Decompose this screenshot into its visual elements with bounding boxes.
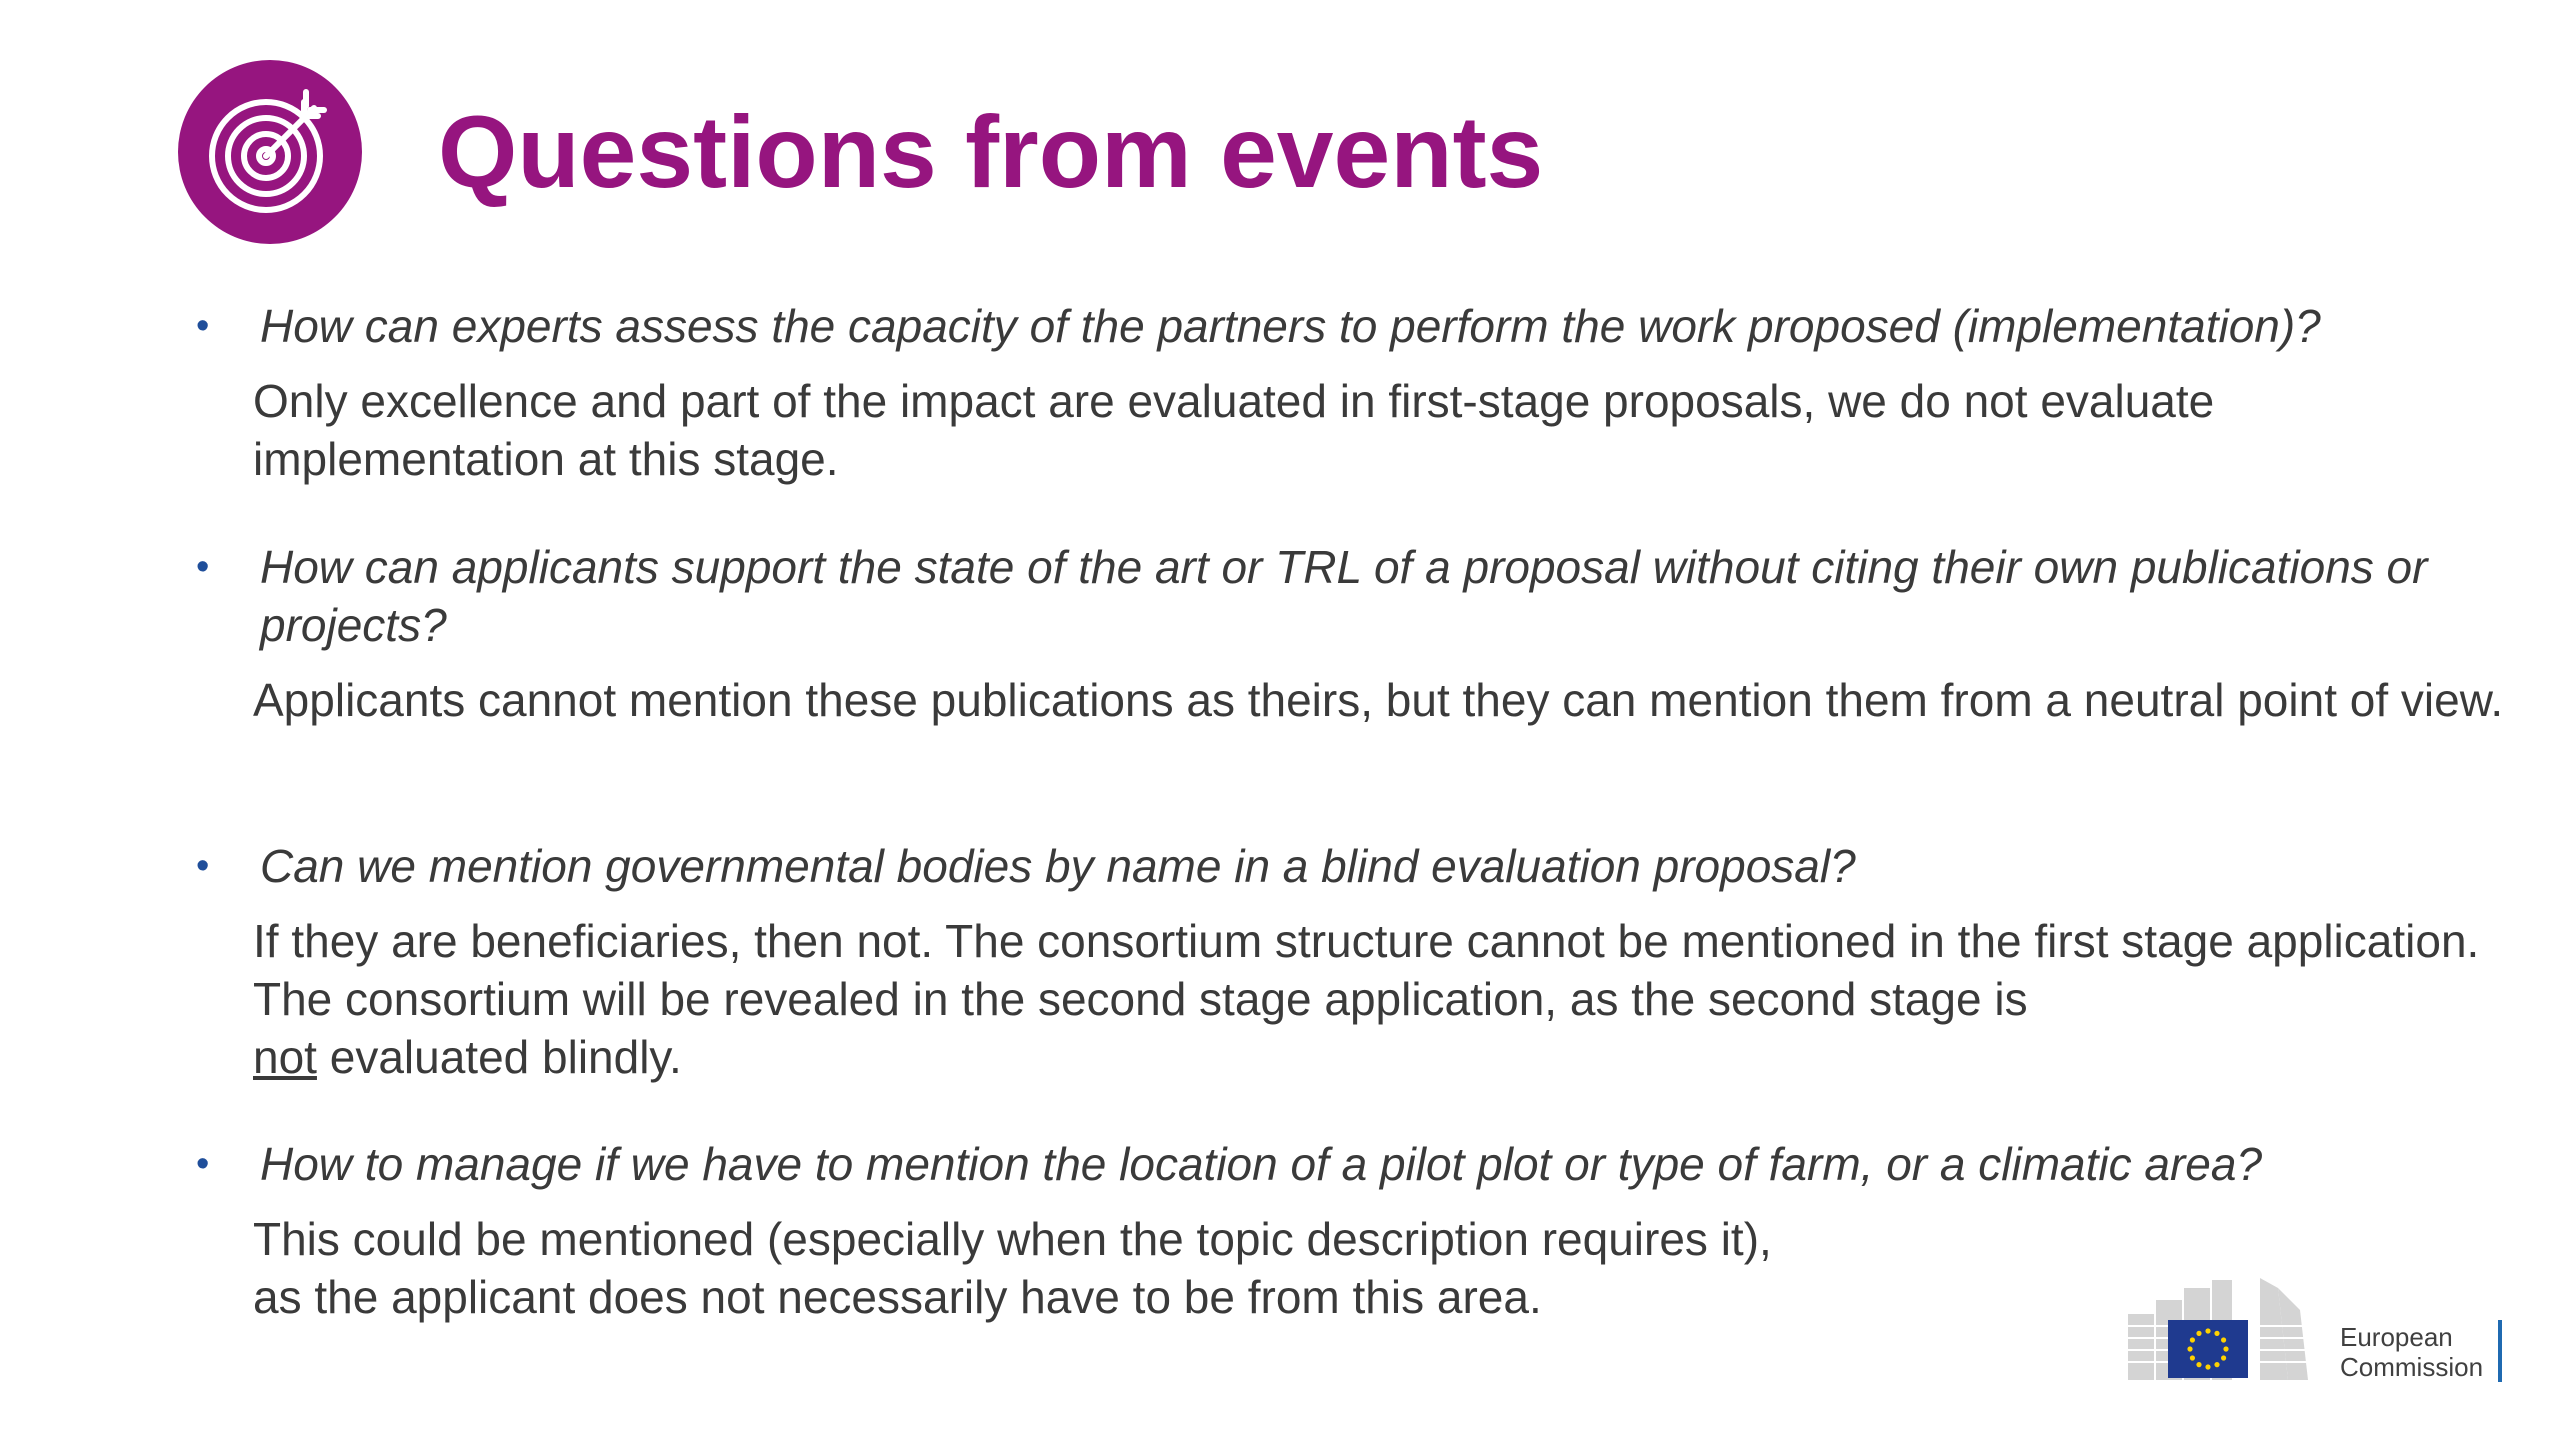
question-text: How to manage if we have to mention the location of a pilot plot or type of farm, or a climatic area? (260, 1138, 2263, 1190)
logo-line-2: Commission (2340, 1352, 2484, 1382)
logo-wordmark (2340, 1322, 2483, 1382)
question-text: Can we mention governmental bodies by name in a blind evaluation proposal? (260, 840, 1856, 892)
bullet-icon: • (196, 1143, 210, 1185)
target-icon (178, 60, 362, 244)
logo-line-1: European (2340, 1322, 2453, 1352)
answer-line-2: as the applicant does not necessarily have to be from this area. (253, 1271, 1542, 1323)
answer-emphasis: not (253, 1031, 317, 1083)
answer-text: Applicants cannot mention these publications as theirs, but they can mention them from a neutral point of view. (253, 674, 2504, 726)
answer-text (253, 912, 2513, 1086)
bullet-icon: • (196, 845, 210, 887)
question-text: How can experts assess the capacity of the partners to perform the work proposed (implementation)? (260, 300, 2321, 352)
european-commission-logo (2128, 1276, 2510, 1386)
eu-flag-icon (2128, 1276, 2338, 1386)
answer-line-1: This could be mentioned (especially when the topic description requires it), (253, 1213, 1772, 1265)
logo-accent-bar (2498, 1320, 2502, 1382)
answer-main: If they are beneficiaries, then not. The consortium structure cannot be mentioned in the first stage application. The consortium will be revealed in the second stage application, as the second stage is (253, 915, 2480, 1025)
bullet-icon: • (196, 546, 210, 588)
page-title: Questions from events (438, 95, 1544, 209)
bullet-icon: • (196, 305, 210, 347)
answer-text: Only excellence and part of the impact are evaluated in first-stage proposals, we do not evaluate implementation at this stage. (253, 375, 2215, 485)
question-text: How can applicants support the state of the art or TRL of a proposal without citing their own publications or projects? (260, 541, 2428, 651)
answer-tail: evaluated blindly. (316, 1031, 682, 1083)
